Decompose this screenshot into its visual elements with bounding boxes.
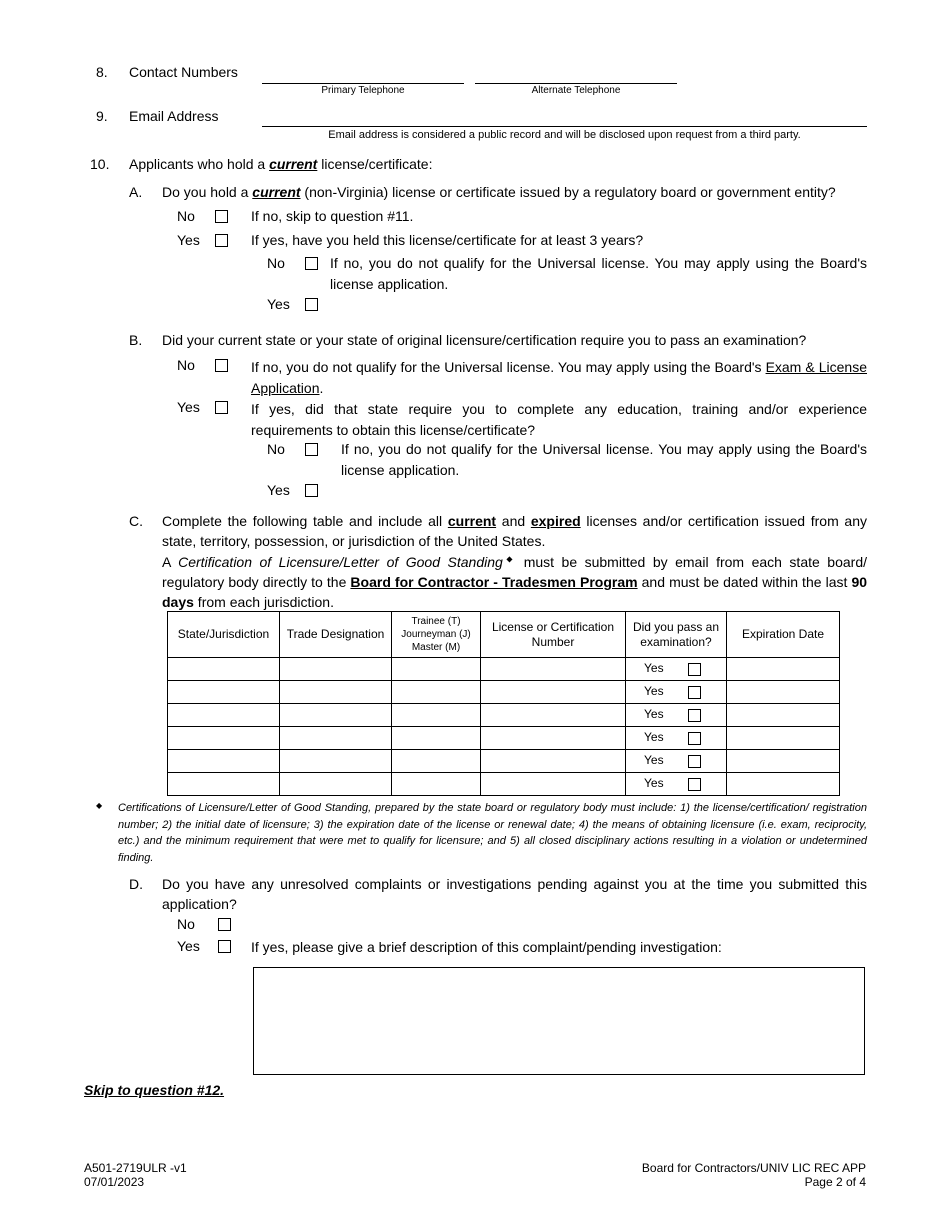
q10a-no-checkbox[interactable] <box>215 210 228 223</box>
license-number-cell[interactable] <box>481 773 626 796</box>
exam-yes-checkbox[interactable] <box>688 732 701 745</box>
q10b-no-text: If no, you do not qualify for the Universal license. You may apply using the Board's Exam & License Application. <box>251 359 867 396</box>
header-license-number: License or Certification Number <box>481 612 626 658</box>
state-cell[interactable] <box>168 727 280 750</box>
q10a-yes-label: Yes <box>177 232 200 248</box>
table-row <box>168 704 840 727</box>
exam-yes-label: Yes <box>644 730 664 744</box>
email-caption: Email address is considered a public record and will be disclosed upon request from a third party. <box>328 129 801 141</box>
email-field[interactable] <box>262 126 867 127</box>
exam-yes-checkbox[interactable] <box>688 755 701 768</box>
header-trade: Trade Designation <box>280 612 392 658</box>
q10a-no-text: If no, skip to question #11. <box>251 208 414 224</box>
table-row <box>168 727 840 750</box>
q10c-paragraph-1: Complete the following table and include all current and expired licenses and/or certification issued from any state, territory, possession, or jurisdiction of the United States. <box>162 513 868 549</box>
trade-cell[interactable] <box>280 658 392 681</box>
q10d-no-label: No <box>177 916 195 932</box>
footer-page: Page 2 of 4 <box>804 1175 866 1189</box>
exam-yes-label: Yes <box>644 707 664 721</box>
table-row <box>168 750 840 773</box>
expiration-cell[interactable] <box>727 704 840 727</box>
complaint-description-box[interactable] <box>253 967 865 1075</box>
q10a-sub-no-checkbox[interactable] <box>305 257 318 270</box>
trade-cell[interactable] <box>280 773 392 796</box>
license-number-cell[interactable] <box>481 750 626 773</box>
state-cell[interactable] <box>168 750 280 773</box>
q10d-yes-text: If yes, please give a brief description of this complaint/pending investigation: <box>251 939 722 955</box>
q10b-sub-no-text: If no, you do not qualify for the Universal license. You may apply using the Board's license application. <box>341 441 867 478</box>
footer-date: 07/01/2023 <box>84 1175 145 1189</box>
footnote-bullet: ◆ <box>96 801 103 810</box>
license-number-cell[interactable] <box>481 727 626 750</box>
exam-yes-label: Yes <box>644 776 664 790</box>
exam-yes-label: Yes <box>644 684 664 698</box>
footnote-text: Certifications of Licensure/Letter of Good Standing, prepared by the state board or regulatory body must include: 1) the license/certification/ registration number; 2) the initial date of licensure; 3) the expiration date of the license or renewal date; 4) the means of obtaining licensure (i.e. exam, reciprocity, etc.) and the minimum requirement that were met to qualify for licensure; and 5) all closed disciplinary actions resulting in a violation or undetermined finding. <box>118 802 867 864</box>
state-cell[interactable] <box>168 704 280 727</box>
q10b-question: Did your current state or your state of original licensure/certification require you to pass an examination? <box>162 332 807 348</box>
exam-cell <box>626 727 727 750</box>
exam-cell <box>626 681 727 704</box>
footer-form-name: Board for Contractors/UNIV LIC REC APP <box>641 1161 866 1175</box>
q10d-letter: D. <box>129 876 143 892</box>
exam-cell <box>626 773 727 796</box>
primary-telephone-caption: Primary Telephone <box>321 85 405 96</box>
level-cell[interactable] <box>392 681 481 704</box>
exam-yes-checkbox[interactable] <box>688 709 701 722</box>
q9-number: 9. <box>96 108 108 124</box>
header-expiration: Expiration Date <box>727 612 840 658</box>
trade-cell[interactable] <box>280 681 392 704</box>
q10a-yes-text: If yes, have you held this license/certificate for at least 3 years? <box>251 232 644 248</box>
trade-cell[interactable] <box>280 727 392 750</box>
alternate-telephone-caption: Alternate Telephone <box>531 85 621 96</box>
state-cell[interactable] <box>168 658 280 681</box>
q10a-no-label: No <box>177 208 195 224</box>
exam-cell <box>626 704 727 727</box>
license-number-cell[interactable] <box>481 658 626 681</box>
trade-cell[interactable] <box>280 750 392 773</box>
expiration-cell[interactable] <box>727 727 840 750</box>
q10b-sub-yes-checkbox[interactable] <box>305 484 318 497</box>
q9-label: Email Address <box>129 108 219 124</box>
license-number-cell[interactable] <box>481 681 626 704</box>
skip-instruction: Skip to question #12. <box>84 1082 225 1098</box>
q10-intro: Applicants who hold a current license/certificate: <box>129 156 433 172</box>
license-number-cell[interactable] <box>481 704 626 727</box>
level-cell[interactable] <box>392 704 481 727</box>
state-cell[interactable] <box>168 773 280 796</box>
q10-number: 10. <box>90 156 110 172</box>
q10c-paragraph-2: A Certification of Licensure/Letter of Good Standing◆ must be submitted by email from each state board/ regulatory body directly to the Board for Contractor - Tradesmen Program and must be dated within the last 90 days from each jurisdiction. <box>162 554 868 610</box>
table-row <box>168 773 840 796</box>
header-exam: Did you pass an examination? <box>626 612 727 658</box>
exam-yes-label: Yes <box>644 753 664 767</box>
exam-cell <box>626 750 727 773</box>
state-cell[interactable] <box>168 681 280 704</box>
exam-license-application-link[interactable]: Exam & License Application <box>251 359 867 396</box>
exam-yes-label: Yes <box>644 661 664 675</box>
exam-yes-checkbox[interactable] <box>688 686 701 699</box>
q10d-no-checkbox[interactable] <box>218 918 231 931</box>
exam-yes-checkbox[interactable] <box>688 663 701 676</box>
primary-telephone-field[interactable] <box>262 83 464 84</box>
level-cell[interactable] <box>392 727 481 750</box>
q10b-sub-no-label: No <box>267 441 285 457</box>
q10d-question: Do you have any unresolved complaints or investigations pending against you at the time you submitted this application? <box>162 876 867 912</box>
level-cell[interactable] <box>392 750 481 773</box>
table-header-row <box>168 612 840 658</box>
expiration-cell[interactable] <box>727 681 840 704</box>
q8-label: Contact Numbers <box>129 64 238 80</box>
q10a-question: Do you hold a current (non-Virginia) license or certificate issued by a regulatory board or government entity? <box>162 184 836 200</box>
diamond-marker: ◆ <box>502 554 517 564</box>
level-cell[interactable] <box>392 773 481 796</box>
q10b-yes-label: Yes <box>177 399 200 415</box>
expiration-cell[interactable] <box>727 658 840 681</box>
q10b-sub-no-checkbox[interactable] <box>305 443 318 456</box>
expiration-cell[interactable] <box>727 773 840 796</box>
level-cell[interactable] <box>392 658 481 681</box>
header-level: Trainee (T) Journeyman (J) Master (M) <box>392 612 481 658</box>
q10b-yes-checkbox[interactable] <box>215 401 228 414</box>
alternate-telephone-field[interactable] <box>475 83 677 84</box>
header-state: State/Jurisdiction <box>168 612 280 658</box>
q10d-yes-label: Yes <box>177 938 200 954</box>
q10b-no-checkbox[interactable] <box>215 359 228 372</box>
exam-yes-checkbox[interactable] <box>688 778 701 791</box>
q10d-yes-checkbox[interactable] <box>218 940 231 953</box>
expiration-cell[interactable] <box>727 750 840 773</box>
q10a-yes-checkbox[interactable] <box>215 234 228 247</box>
q10a-sub-yes-checkbox[interactable] <box>305 298 318 311</box>
q10b-letter: B. <box>129 332 143 348</box>
table-row <box>168 658 840 681</box>
q10b-yes-text: If yes, did that state require you to complete any education, training and/or experience requirements to obtain this license/certificate? <box>251 401 867 438</box>
q10a-sub-no-text: If no, you do not qualify for the Universal license. You may apply using the Board's license application. <box>330 255 867 292</box>
footer-form-id: A501-2719ULR -v1 <box>84 1161 187 1175</box>
q8-number: 8. <box>96 64 108 80</box>
q10b-no-label: No <box>177 357 195 373</box>
q10b-sub-yes-label: Yes <box>267 482 290 498</box>
table-row <box>168 681 840 704</box>
q10a-sub-no-label: No <box>267 255 285 271</box>
q10a-sub-yes-label: Yes <box>267 296 290 312</box>
exam-cell <box>626 658 727 681</box>
licenses-table <box>167 611 840 796</box>
trade-cell[interactable] <box>280 704 392 727</box>
q10c-letter: C. <box>129 513 143 529</box>
q10a-letter: A. <box>129 184 143 200</box>
